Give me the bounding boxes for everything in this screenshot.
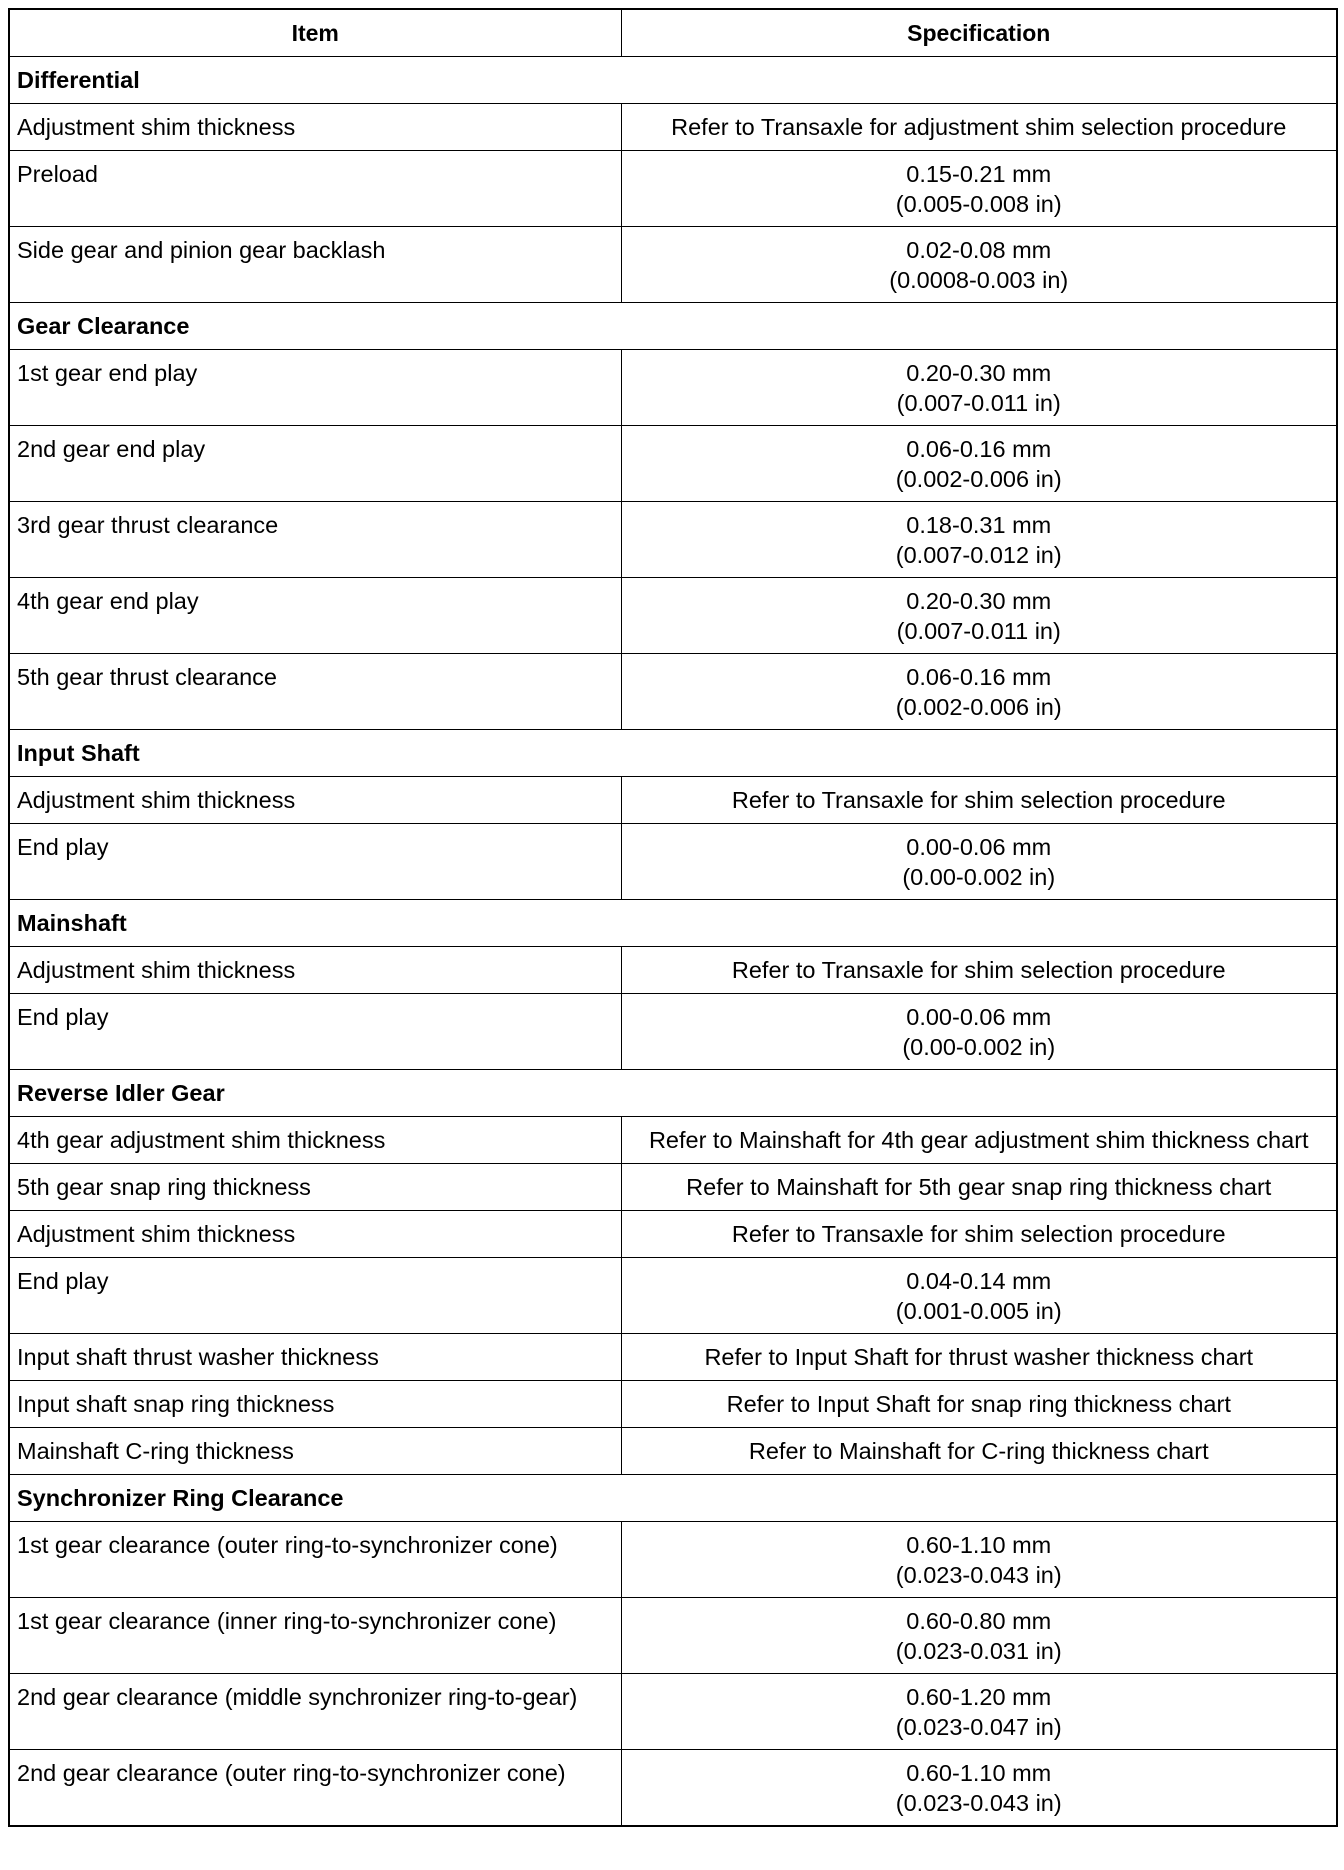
specification-cell — [621, 654, 1337, 730]
spec-value-secondary: (0.001-0.005 in) — [895, 1298, 1062, 1324]
item-cell: End play — [9, 1258, 621, 1334]
specification-cell — [621, 1598, 1337, 1674]
spec-table-container — [8, 8, 1336, 1827]
spec-value-secondary: (0.0008-0.003 in) — [889, 267, 1069, 293]
spec-value-primary: 0.60-1.10 mm — [906, 1760, 1052, 1786]
table-row — [9, 1258, 1337, 1334]
table-row — [9, 1211, 1337, 1258]
item-cell: Side gear and pinion gear backlash — [9, 227, 621, 303]
specification-cell — [621, 824, 1337, 900]
spec-value-primary: 0.20-0.30 mm — [906, 588, 1052, 614]
table-body — [9, 57, 1337, 1826]
specification-cell — [621, 1674, 1337, 1750]
spec-value-primary: 0.04-0.14 mm — [906, 1268, 1052, 1294]
table-row — [9, 824, 1337, 900]
specification-cell — [621, 1211, 1337, 1258]
spec-value-primary: 0.60-0.80 mm — [906, 1608, 1052, 1634]
spec-value-primary: 0.60-1.10 mm — [906, 1532, 1052, 1558]
specification-cell — [621, 1428, 1337, 1475]
spec-value-primary: 0.06-0.16 mm — [906, 664, 1052, 690]
table-row — [9, 654, 1337, 730]
section-row — [9, 730, 1337, 777]
item-cell: 1st gear end play — [9, 350, 621, 426]
specification-cell — [621, 151, 1337, 227]
item-cell: 5th gear thrust clearance — [9, 654, 621, 730]
spec-value-secondary: (0.00-0.002 in) — [902, 1034, 1056, 1060]
spec-value-primary: Refer to Input Shaft for thrust washer thickness chart — [704, 1344, 1254, 1370]
table-row — [9, 502, 1337, 578]
section-row — [9, 57, 1337, 104]
section-row — [9, 1070, 1337, 1117]
section-title: Differential — [9, 57, 1337, 104]
item-cell: 1st gear clearance (outer ring-to-synchronizer cone) — [9, 1522, 621, 1598]
spec-value-secondary: (0.007-0.011 in) — [896, 390, 1061, 416]
specification-cell — [621, 1381, 1337, 1428]
table-row — [9, 350, 1337, 426]
spec-value-secondary: (0.007-0.011 in) — [896, 618, 1061, 644]
header-row — [9, 9, 1337, 57]
table-row — [9, 777, 1337, 824]
specification-cell — [621, 777, 1337, 824]
spec-value-primary: Refer to Input Shaft for snap ring thickness chart — [726, 1391, 1231, 1417]
item-cell: Mainshaft C-ring thickness — [9, 1428, 621, 1475]
item-cell: Adjustment shim thickness — [9, 777, 621, 824]
table-row — [9, 1117, 1337, 1164]
item-cell: 4th gear end play — [9, 578, 621, 654]
header-item: Item — [9, 9, 621, 57]
section-row — [9, 1475, 1337, 1522]
spec-value-secondary: (0.023-0.047 in) — [895, 1714, 1062, 1740]
specification-cell — [621, 1164, 1337, 1211]
section-title: Input Shaft — [9, 730, 1337, 777]
item-cell: End play — [9, 994, 621, 1070]
spec-value-primary: 0.06-0.16 mm — [906, 436, 1052, 462]
item-cell: 4th gear adjustment shim thickness — [9, 1117, 621, 1164]
table-row — [9, 1381, 1337, 1428]
spec-value-secondary: (0.002-0.006 in) — [895, 466, 1062, 492]
item-cell: 2nd gear clearance (middle synchronizer ring-to-gear) — [9, 1674, 621, 1750]
table-row — [9, 426, 1337, 502]
spec-value-primary: Refer to Mainshaft for C-ring thickness chart — [748, 1438, 1209, 1464]
spec-value-secondary: (0.023-0.031 in) — [895, 1638, 1062, 1664]
spec-value-primary: Refer to Transaxle for shim selection procedure — [731, 957, 1226, 983]
spec-value-primary: 0.00-0.06 mm — [906, 1004, 1052, 1030]
specification-cell — [621, 104, 1337, 151]
spec-value-primary: Refer to Transaxle for shim selection procedure — [731, 787, 1226, 813]
item-cell: 2nd gear clearance (outer ring-to-synchronizer cone) — [9, 1750, 621, 1826]
specification-cell — [621, 1117, 1337, 1164]
item-cell: 3rd gear thrust clearance — [9, 502, 621, 578]
table-row — [9, 1522, 1337, 1598]
item-cell: 5th gear snap ring thickness — [9, 1164, 621, 1211]
item-cell: 2nd gear end play — [9, 426, 621, 502]
specification-cell — [621, 1334, 1337, 1381]
item-cell: End play — [9, 824, 621, 900]
section-title: Synchronizer Ring Clearance — [9, 1475, 1337, 1522]
spec-value-primary: 0.18-0.31 mm — [906, 512, 1052, 538]
spec-value-secondary: (0.023-0.043 in) — [895, 1562, 1062, 1588]
spec-value-primary: Refer to Transaxle for adjustment shim selection procedure — [671, 114, 1287, 140]
section-title: Gear Clearance — [9, 303, 1337, 350]
specification-table — [8, 8, 1338, 1827]
item-cell: Input shaft snap ring thickness — [9, 1381, 621, 1428]
header-specification: Specification — [621, 9, 1337, 57]
specification-cell — [621, 1750, 1337, 1826]
spec-value-primary: 0.00-0.06 mm — [906, 834, 1052, 860]
table-row — [9, 578, 1337, 654]
specification-cell — [621, 350, 1337, 426]
specification-cell — [621, 426, 1337, 502]
table-row — [9, 1598, 1337, 1674]
table-row — [9, 104, 1337, 151]
specification-cell — [621, 227, 1337, 303]
spec-value-primary: 0.02-0.08 mm — [906, 237, 1052, 263]
item-cell: Adjustment shim thickness — [9, 104, 621, 151]
specification-cell — [621, 1258, 1337, 1334]
specification-cell — [621, 994, 1337, 1070]
spec-value-secondary: (0.007-0.012 in) — [895, 542, 1062, 568]
specification-cell — [621, 947, 1337, 994]
table-row — [9, 227, 1337, 303]
section-title: Reverse Idler Gear — [9, 1070, 1337, 1117]
spec-value-primary: Refer to Mainshaft for 4th gear adjustment shim thickness chart — [648, 1127, 1309, 1153]
item-cell: 1st gear clearance (inner ring-to-synchronizer cone) — [9, 1598, 621, 1674]
spec-value-primary: 0.15-0.21 mm — [906, 161, 1052, 187]
spec-value-secondary: (0.002-0.006 in) — [895, 694, 1062, 720]
item-cell: Adjustment shim thickness — [9, 947, 621, 994]
section-row — [9, 303, 1337, 350]
table-row — [9, 1750, 1337, 1826]
spec-value-secondary: (0.00-0.002 in) — [902, 864, 1056, 890]
spec-value-primary: Refer to Mainshaft for 5th gear snap ring thickness chart — [686, 1174, 1272, 1200]
table-row — [9, 994, 1337, 1070]
spec-value-primary: Refer to Transaxle for shim selection procedure — [731, 1221, 1226, 1247]
section-row — [9, 900, 1337, 947]
table-row — [9, 1334, 1337, 1381]
item-cell: Preload — [9, 151, 621, 227]
table-row — [9, 1674, 1337, 1750]
spec-value-secondary: (0.023-0.043 in) — [895, 1790, 1062, 1816]
specification-cell — [621, 502, 1337, 578]
spec-value-secondary: (0.005-0.008 in) — [895, 191, 1062, 217]
section-title: Mainshaft — [9, 900, 1337, 947]
table-row — [9, 947, 1337, 994]
spec-value-primary: 0.60-1.20 mm — [906, 1684, 1052, 1710]
specification-cell — [621, 1522, 1337, 1598]
spec-value-primary: 0.20-0.30 mm — [906, 360, 1052, 386]
item-cell: Input shaft thrust washer thickness — [9, 1334, 621, 1381]
item-cell: Adjustment shim thickness — [9, 1211, 621, 1258]
table-row — [9, 1428, 1337, 1475]
table-row — [9, 1164, 1337, 1211]
specification-cell — [621, 578, 1337, 654]
table-row — [9, 151, 1337, 227]
